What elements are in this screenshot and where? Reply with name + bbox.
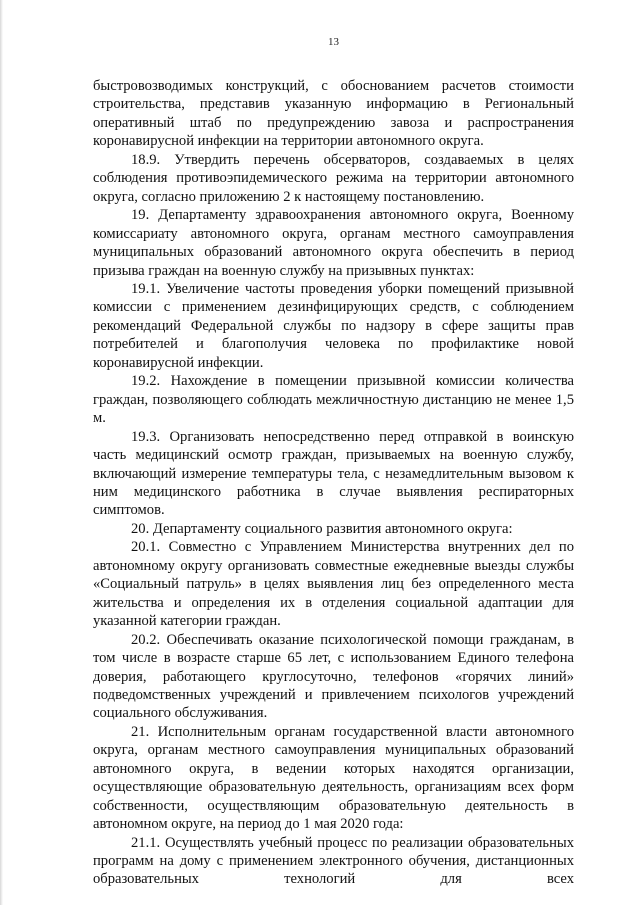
- document-body: [93, 77, 574, 889]
- paragraph: 20. Департаменту социального развития автономного округа:: [131, 520, 513, 537]
- paragraph: 19.1. Увеличение частоты проведения уборки помещений призывной комиссии с применением дезинфицирующих средств, с соблюдением рекомендаций Федеральной службы по надзору в сфере защиты прав потребителей и благополучия человека по профилактике новой коронавирусной инфекции.: [93, 280, 574, 371]
- paragraph: 20.2. Обеспечивать оказание психологической помощи гражданам, в том числе в возрасте старше 65 лет, с использованием Единого телефона доверия, работающего круглосуточно, телефонов «горячих линий» подведомственных учреждений и привлечением психологов учреждений социального обслуживания.: [93, 631, 574, 722]
- paragraph: 20.1. Совместно с Управлением Министерства внутренних дел по автономному округу организовать совместные ежедневные выезды службы «Социальный патруль» в целях выявления лиц без определенного места жительства и определения их в отделения социальной адаптации для указанной категории граждан.: [93, 539, 574, 630]
- page-number: 13: [328, 36, 339, 48]
- paragraph: 19. Департаменту здравоохранения автономного округа, Военному комиссариату автономного округа, органам местного самоуправления муниципальных образований автономного округа обеспечить в период призыва граждан на военную службу на призывных пунктах:: [93, 207, 574, 279]
- scan-edge: [0, 0, 3, 905]
- paragraph: 21. Исполнительным органам государственной власти автономного округа, органам местного самоуправления муниципальных образований автономного округа, в ведении которых находятся организации, осуществляющие образовательную деятельность, организациям всех форм собственности, осуществляющим образовательную деятельность в автономном округе, на период до 1 мая 2020 года:: [93, 723, 574, 833]
- paragraph: быстровозводимых конструкций, с обоснованием расчетов стоимости строительства, представив указанную информацию в Региональный оперативный штаб по предупреждению завоза и распространения коронавирусной инфекции на территории автономного округа.: [93, 78, 574, 150]
- paragraph: 19.2. Нахождение в помещении призывной комиссии количества граждан, позволяющего соблюдать межличностную дистанцию не менее 1,5 м.: [93, 373, 574, 427]
- paragraph: 19.3. Организовать непосредственно перед отправкой в воинскую часть медицинский осмотр граждан, призываемых на военную службу, включающий измерение температуры тела, с незамедлительным вызовом к ним медицинского работника в случае выявления респираторных симптомов.: [93, 428, 574, 519]
- paragraph: 21.1. Осуществлять учебный процесс по реализации образовательных программ на дому с применением электронного обучения, дистанционных образовательных технологий для всех: [93, 834, 574, 888]
- paragraph: 18.9. Утвердить перечень обсерваторов, создаваемых в целях соблюдения противоэпидемического режима на территории автономного округа, согласно приложению 2 к настоящему постановлению.: [93, 151, 574, 205]
